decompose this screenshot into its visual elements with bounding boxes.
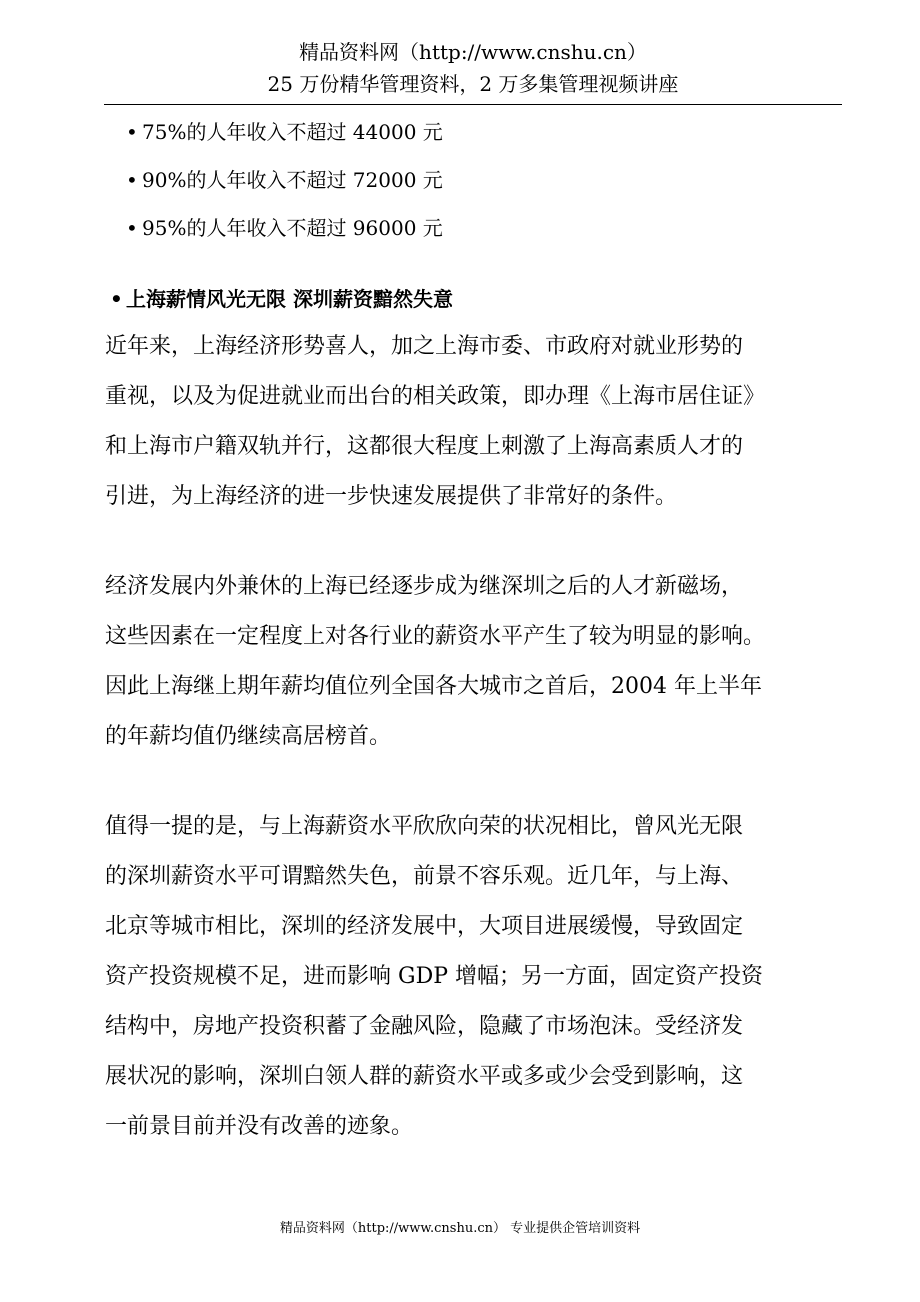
- page-header: [104, 38, 842, 98]
- section-heading: [110, 286, 453, 312]
- paragraph-3: [105, 802, 845, 1152]
- bullet-text: 95%的人年收入不超过 96000 元: [142, 216, 443, 240]
- paragraph-line: 展状况的影响，深圳白领人群的薪资水平或多或少会受到影响，这: [105, 1064, 744, 1089]
- paragraph-line: 一前景目前并没有改善的迹象。: [105, 1114, 414, 1139]
- paragraph-1: [105, 322, 845, 522]
- section-heading-text: 上海薪情风光无限 深圳薪资黯然失意: [126, 287, 453, 311]
- paragraph-line: 资产投资规模不足，进而影响 GDP 增幅；另一方面，固定资产投资: [105, 964, 764, 989]
- bullet-item: [126, 215, 443, 241]
- paragraph-line: 的深圳薪资水平可谓黯然失色，前景不容乐观。近几年，与上海、: [105, 864, 744, 889]
- header-site-title: 精品资料网（http://www.cnshu.cn）: [299, 40, 647, 64]
- bullet-text: 90%的人年收入不超过 72000 元: [142, 168, 443, 192]
- header-divider: [104, 104, 842, 105]
- bullet-text: 75%的人年收入不超过 44000 元: [142, 120, 443, 144]
- paragraph-2: [105, 562, 845, 762]
- paragraph-line: 值得一提的是，与上海薪资水平欣欣向荣的状况相比，曾风光无限: [105, 814, 744, 839]
- bullet-dot-icon: •: [126, 120, 138, 144]
- bullet-dot-icon: •: [126, 216, 138, 240]
- paragraph-line: 引进，为上海经济的进一步快速发展提供了非常好的条件。: [105, 484, 678, 509]
- paragraph-line: 北京等城市相比，深圳的经济发展中，大项目进展缓慢，导致固定: [105, 914, 744, 939]
- bullet-item: [126, 167, 443, 193]
- paragraph-line: 结构中，房地产投资积蓄了金融风险，隐藏了市场泡沫。受经济发: [105, 1014, 744, 1039]
- paragraph-line: 这些因素在一定程度上对各行业的薪资水平产生了较为明显的影响。: [105, 624, 766, 649]
- paragraph-line: 经济发展内外兼休的上海已经逐步成为继深圳之后的人才新磁场，: [105, 574, 744, 599]
- paragraph-line: 和上海市户籍双轨并行，这都很大程度上刺激了上海高素质人才的: [105, 434, 744, 459]
- bullet-item: [126, 119, 443, 145]
- header-tagline: 25 万份精华管理资料，2 万多集管理视频讲座: [267, 72, 679, 96]
- bullet-dot-icon: •: [126, 168, 138, 192]
- page-footer: 精品资料网（http://www.cnshu.cn） 专业提供企管培训资料: [279, 1221, 641, 1236]
- paragraph-line: 因此上海继上期年薪均值位列全国各大城市之首后，2004 年上半年: [105, 674, 762, 699]
- paragraph-line: 重视，以及为促进就业而出台的相关政策，即办理《上海市居住证》: [105, 384, 766, 409]
- section-bullet-icon: •: [110, 287, 123, 311]
- paragraph-line: 的年薪均值仍继续高居榜首。: [105, 724, 392, 749]
- paragraph-line: 近年来，上海经济形势喜人，加之上海市委、市政府对就业形势的: [105, 334, 744, 359]
